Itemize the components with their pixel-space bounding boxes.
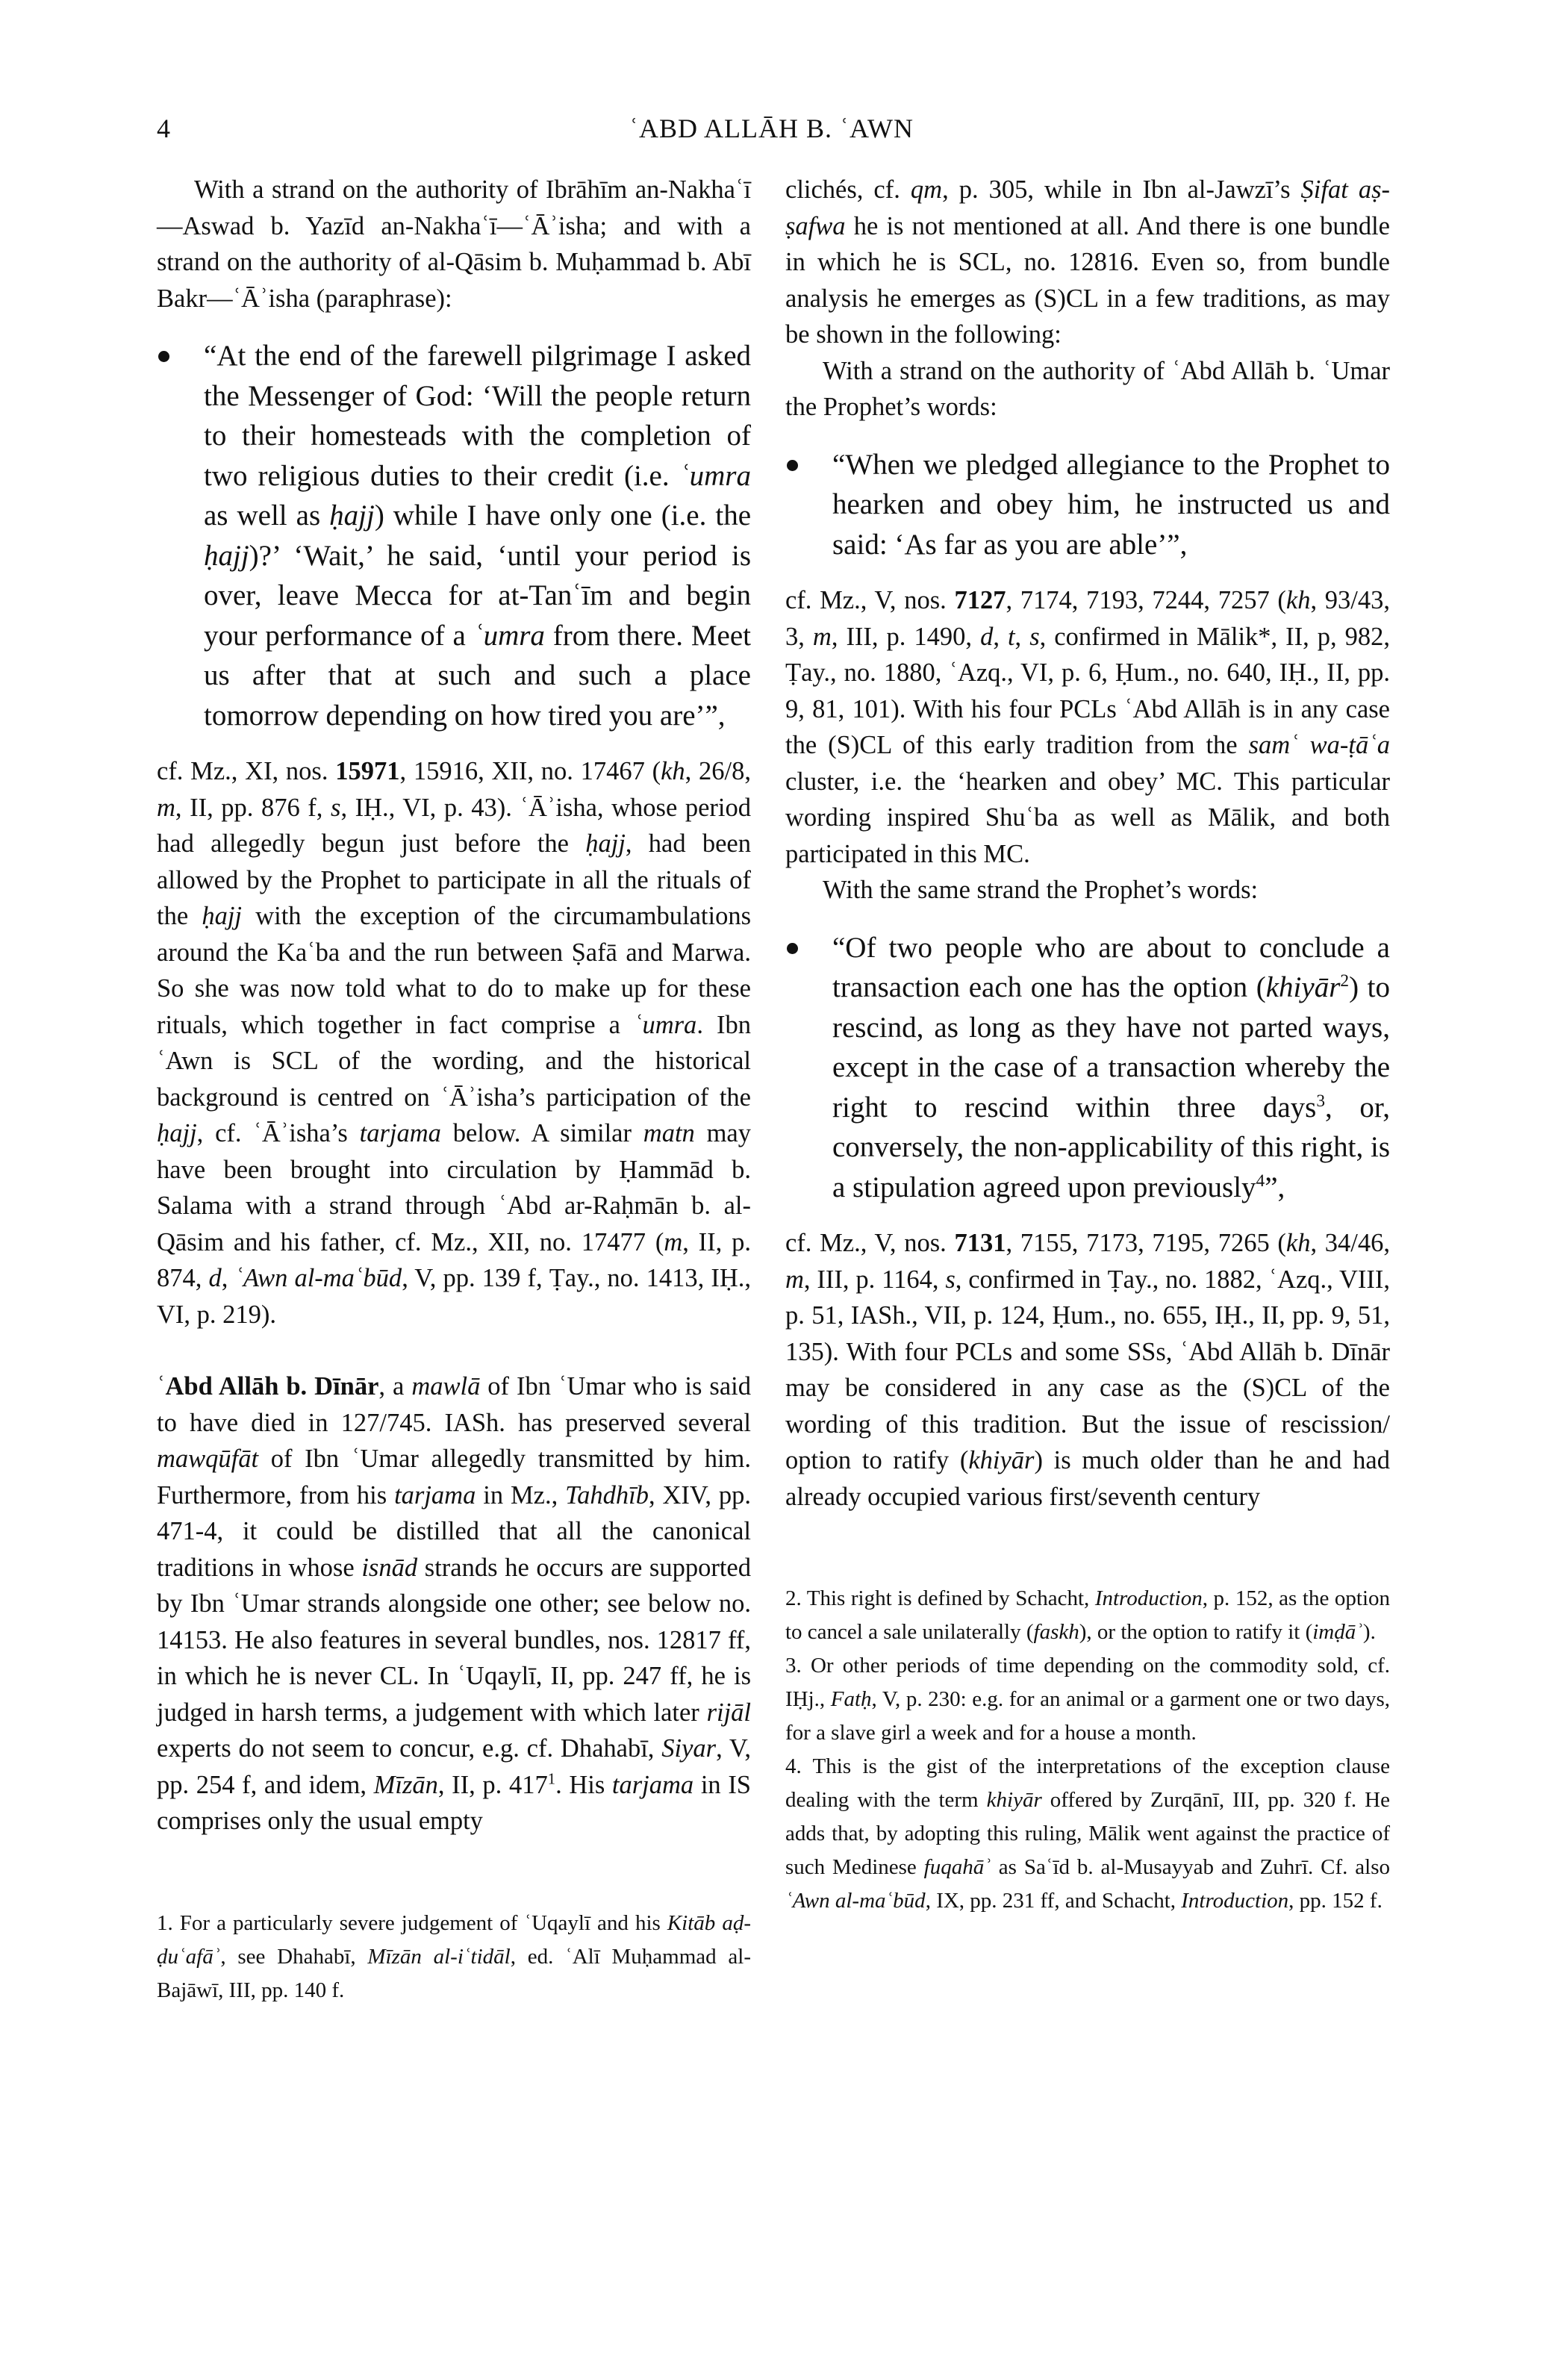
text-run: experts do not seem to concur, e.g. cf. Dhahabī, xyxy=(157,1734,662,1763)
italic-text: ḥajj xyxy=(329,499,375,532)
text-run: . His xyxy=(555,1770,612,1799)
text-run: , ed. ʿAlī Muḥammad al-Bajāwī, III, pp. 140 f. xyxy=(157,1944,751,2002)
text-run: , 7155, 7173, 7195, 7265 ( xyxy=(1006,1229,1286,1257)
text-run: , see Dhahabī, xyxy=(220,1944,368,1969)
italic-text: s xyxy=(1029,622,1040,651)
text-run: below. A similar xyxy=(440,1119,643,1147)
left-column xyxy=(157,172,751,2007)
text-run: , V, pp. 139 f, Ṭay., no. 1413, IḤ., VI, p. 219). xyxy=(157,1264,752,1329)
quote-text xyxy=(204,340,751,732)
footnote-ref: 3 xyxy=(1316,1091,1326,1111)
italic-text: ʿumra xyxy=(633,1010,697,1039)
text-run: he is not mentioned at all. And there is one bundle in which he is SCL, no. 12816. Even so, from bundle analysis he emerges as (S)CL in a few traditions, as may be shown in the following: xyxy=(785,211,1390,349)
right-column xyxy=(785,172,1390,1918)
italic-text: fuqahāʾ xyxy=(923,1855,991,1879)
hadith-quote xyxy=(157,336,751,735)
text-run: may have been brought into circulation by Ḥammād b. Salama with a strand through ʿAbd ar-Raḥmān b. al-Qāsim and his father, cf. Mz., XII, no. 17477 ( xyxy=(157,1119,751,1256)
italic-text: Mīzān al-iʿtidāl xyxy=(367,1944,511,1969)
italic-text: tarjama xyxy=(611,1770,694,1799)
commentary-paragraph-2 xyxy=(785,582,1390,872)
text-run: in Mz., xyxy=(476,1480,566,1510)
text-run: 1. For a particularly severe judgement of ʿUqaylī and his xyxy=(157,1910,667,1935)
page-number: 4 xyxy=(157,113,170,143)
italic-text: d xyxy=(208,1264,222,1292)
text-run: cf. Mz., V, nos. xyxy=(785,586,955,614)
italic-text: qm xyxy=(910,175,943,204)
text-run: clichés, cf. xyxy=(785,175,911,204)
bullet-icon xyxy=(158,351,169,362)
text-run: 4. This is the gist of the interpretations of the exception clause dealing with the term xyxy=(785,1754,1390,1812)
italic-text: mawqūfāt xyxy=(157,1445,259,1473)
italic-text: khiyār xyxy=(986,1788,1042,1812)
italic-text: tarjama xyxy=(394,1480,476,1510)
footnote-4 xyxy=(785,1750,1390,1918)
text-run: 2. This right is defined by Schacht, xyxy=(785,1586,1095,1610)
text-run: , II, p. 874, xyxy=(157,1227,751,1292)
text-run: ) to rescind, as long as they have not parted ways, except in the case of a transaction whereby the right to rescind within three days xyxy=(832,971,1390,1124)
text-columns xyxy=(0,149,1543,2067)
italic-text: kh xyxy=(1285,586,1311,614)
intro-paragraph-3 xyxy=(785,872,1390,909)
text-run: “At the end of the farewell pilgrimage I asked the Messenger of God: ‘Will the people return to their homesteads with the completion of two religious duties to their credit (i.e. xyxy=(204,340,751,492)
intro-paragraph-2 xyxy=(785,353,1390,426)
text-run: , a xyxy=(378,1372,412,1401)
text-run: with the exception of the circumambulations around the Kaʿba and the run between Ṣafā and Marwa. So she was now told what to do to make up for these rituals, which together in fact comprise a xyxy=(157,902,752,1039)
italic-text: ʿumra xyxy=(679,459,751,492)
intro-paragraph xyxy=(157,172,751,317)
footnote-ref: 4 xyxy=(1256,1171,1265,1191)
text-run: , pp. 152 f. xyxy=(1288,1889,1383,1913)
quote-text xyxy=(832,449,1390,561)
text-run: , confirmed in Ṭay., no. 1882, ʿAzq., VIII, p. 51, IASh., VII, p. 124, Ḥum., no. 655, IḤ., II, pp. 9, 51, 135). With four PCLs and some SSs, ʿAbd Allāh b. Dīnār may be considered in any case as the (S)CL of the wording of this tradition. But the issue of rescission/ option to ratify ( xyxy=(785,1265,1391,1474)
italic-text: ḥajj xyxy=(585,829,626,858)
continuation-paragraph xyxy=(785,172,1390,353)
text-run: , II, p. 417 xyxy=(437,1770,548,1799)
text-run: , had been allowed by the Prophet to participate in all the rituals of the xyxy=(157,829,751,930)
running-head: ʿABD ALLĀH B. ʿAWN xyxy=(629,113,914,143)
text-run: , xyxy=(221,1264,235,1292)
italic-text: imḍāʾ xyxy=(1312,1620,1363,1644)
footnote-3 xyxy=(785,1649,1390,1750)
bold-text: ʿAbd Allāh b. Dīnār xyxy=(157,1372,379,1401)
italic-text: ḥajj xyxy=(204,539,249,572)
text-run: , V, pp. 254 f, and idem, xyxy=(157,1734,751,1799)
text-run: , xyxy=(1014,622,1030,651)
text-run: With a strand on the authority of ʿAbd Allāh b. ʿUmar the Prophet’s words: xyxy=(785,356,1390,421)
text-run: 3. Or other periods of time depending on the commodity sold, cf. IḤj., xyxy=(785,1654,1390,1711)
hadith-quote-2 xyxy=(785,445,1390,565)
italic-text: Ṣifat aṣ-ṣafwa xyxy=(785,175,1390,240)
text-run: ). xyxy=(1362,1620,1376,1644)
text-run: from there. Meet us after that at such and such a place tomorrow depending on how tired you are’”, xyxy=(204,619,751,732)
footnote-1 xyxy=(157,1907,751,2007)
text-run: . Ibn ʿAwn is SCL of the wording, and the historical background is centred on ʿĀʾisha’s participation of the xyxy=(157,1010,751,1112)
text-run: , 93/43, 3, xyxy=(785,586,1390,651)
italic-text: tarjama xyxy=(359,1119,441,1147)
page-header xyxy=(0,0,1543,149)
text-run: , 34/46, xyxy=(1310,1229,1390,1257)
italic-text: samʿ wa-ṭāʿa xyxy=(1248,731,1390,759)
italic-text: s xyxy=(331,793,341,822)
text-run: With a strand on the authority of Ibrāhīm an-Nakhaʿī—Aswad b. Yazīd an-Nakhaʿī—ʿĀʾisha; and with a strand on the authority of al-Qāsim b. Muḥammad b. Abī Bakr—ʿĀʾisha (paraphrase): xyxy=(157,175,751,313)
text-run: , p. 305, while in Ibn al-Jawzī’s xyxy=(942,175,1301,204)
italic-text: Introduction xyxy=(1094,1586,1203,1610)
text-run: , XIV, pp. 471-4, it could be distilled that all the canonical traditions in whose xyxy=(157,1480,751,1582)
italic-text: ʿAwn al-maʿbūd xyxy=(234,1264,402,1292)
text-run: , III, p. 1164, xyxy=(803,1265,946,1294)
text-run: , or, conversely, the non-applicability of this right, is a stipulation agreed upon previously xyxy=(832,1091,1390,1203)
italic-text: ʿumra xyxy=(473,619,545,652)
text-run: in IS comprises only the usual empty xyxy=(157,1770,751,1835)
text-run: )?’ ‘Wait,’ he said, ‘until your period is over, leave Mecca for at-Tanʿīm and begin your performance of a xyxy=(204,539,751,652)
text-run: With the same strand the Prophet’s words: xyxy=(823,876,1259,904)
quote-text xyxy=(832,932,1390,1203)
text-run: “Of two people who are about to conclude a transaction each one has the option ( xyxy=(832,931,1390,1003)
italic-text: khiyār xyxy=(968,1446,1035,1474)
italic-text: kh xyxy=(661,757,685,785)
commentary-paragraph-3 xyxy=(785,1225,1390,1515)
entry-paragraph xyxy=(157,1368,751,1839)
commentary-paragraph xyxy=(157,753,751,1333)
text-run: ) is much older than he and had already occupied various first/seventh century xyxy=(785,1446,1390,1511)
italic-text: khiyār xyxy=(1265,971,1341,1003)
text-run: of Ibn ʿUmar allegedly transmitted by him. Furthermore, from his xyxy=(157,1445,751,1510)
hadith-quote-3 xyxy=(785,928,1390,1208)
italic-text: kh xyxy=(1285,1229,1311,1257)
italic-text: s xyxy=(945,1265,956,1294)
italic-text: matn xyxy=(643,1119,695,1147)
italic-text: isnād xyxy=(361,1553,418,1582)
text-run: , confirmed in Mālik*, II, p, 982, Ṭay., no. 1880, ʿAzq., VI, p. 6, Ḥum., no. 640, IḤ., II, pp. 9, 81, 101). With his four PCLs ʿAbd Allāh is in any case the (S)CL of this early tradition from the xyxy=(785,622,1391,759)
italic-text: Tahdhīb xyxy=(565,1480,649,1510)
text-run: “When we pledged allegiance to the Prophet to hearken and obey him, he instructed us and said: ‘As far as you are able’”, xyxy=(832,448,1390,561)
text-run: ), or the option to ratify it ( xyxy=(1079,1620,1313,1644)
italic-text: m xyxy=(664,1227,683,1256)
footnote-ref: 1 xyxy=(547,1771,556,1787)
italic-text: d xyxy=(980,622,994,651)
text-run: of Ibn ʿUmar who is said to have died in 127/745. IASh. has preserved several xyxy=(157,1372,751,1437)
text-run: as well as xyxy=(204,499,330,532)
text-run: , xyxy=(993,622,1008,651)
bullet-icon xyxy=(787,460,798,471)
italic-text: ʿAwn al-maʿbūd xyxy=(785,1889,926,1913)
text-run: , III, p. 1490, xyxy=(831,622,981,651)
text-run: , 7174, 7193, 7244, 7257 ( xyxy=(1006,586,1286,614)
italic-text: mawlā xyxy=(411,1372,481,1401)
text-run: , p. 152, as the option to cancel a sale unilaterally ( xyxy=(785,1586,1390,1644)
bold-text: 15971 xyxy=(335,757,400,785)
text-run: cf. Mz., V, nos. xyxy=(785,1229,955,1257)
text-run: cluster, i.e. the ‘hearken and obey’ MC. This particular wording inspired Shuʿba as well as Mālik, and both participated in this MC. xyxy=(785,767,1390,868)
footnote-ref: 2 xyxy=(1340,971,1350,991)
italic-text: m xyxy=(785,1265,804,1294)
text-run: , V, p. 230: e.g. for an animal or a garment one or two days, for a slave girl a week and for a house a month. xyxy=(785,1687,1390,1745)
bold-text: 7131 xyxy=(954,1229,1006,1257)
italic-text: m xyxy=(812,622,832,651)
bullet-icon xyxy=(787,943,798,954)
text-run: offered by Zurqānī, III, pp. 320 f. He adds that, by adopting this ruling, Mālik went against the practice of such Medinese xyxy=(785,1788,1390,1879)
text-run: , 15916, XII, no. 17467 ( xyxy=(399,757,661,785)
text-run: , IḤ., VI, p. 43). ʿĀʾisha, whose period had allegedly begun just before the xyxy=(157,793,751,858)
text-run: as Saʿīd b. al-Musayyab and Zuhrī. Cf. also xyxy=(991,1855,1390,1879)
italic-text: Introduction xyxy=(1181,1889,1289,1913)
italic-text: Siyar xyxy=(661,1734,717,1763)
italic-text: ḥajj xyxy=(202,902,243,930)
bold-text: 7127 xyxy=(954,586,1006,614)
italic-text: m xyxy=(157,793,175,822)
italic-text: t xyxy=(1007,622,1015,651)
text-run: , II, pp. 876 f, xyxy=(175,793,331,822)
italic-text: faskh xyxy=(1033,1620,1079,1644)
italic-text: Fatḥ xyxy=(830,1687,872,1711)
text-run: , IX, pp. 231 ff, and Schacht, xyxy=(925,1889,1182,1913)
italic-text: Mīzān xyxy=(373,1770,438,1799)
text-run: cf. Mz., XI, nos. xyxy=(157,757,336,785)
text-run: ) while I have only one (i.e. the xyxy=(374,499,751,532)
text-run: , 26/8, xyxy=(685,757,752,785)
text-run: ”, xyxy=(1265,1171,1285,1203)
footnote-2 xyxy=(785,1582,1390,1649)
italic-text: ḥajj xyxy=(157,1119,197,1147)
text-run: , cf. ʿĀʾisha’s xyxy=(196,1119,360,1147)
text-run: strands he occurs are supported by Ibn ʿUmar strands alongside one other; see below no. 14153. He also features in several bundles, nos. 12817 ff, in which he is never CL. In ʿUqaylī, II, pp. 247 ff, he is judged in harsh terms, a judgement with which later xyxy=(157,1553,751,1727)
italic-text: Kitāb aḍ-ḍuʿafāʾ xyxy=(157,1910,751,1969)
italic-text: rijāl xyxy=(706,1698,751,1727)
